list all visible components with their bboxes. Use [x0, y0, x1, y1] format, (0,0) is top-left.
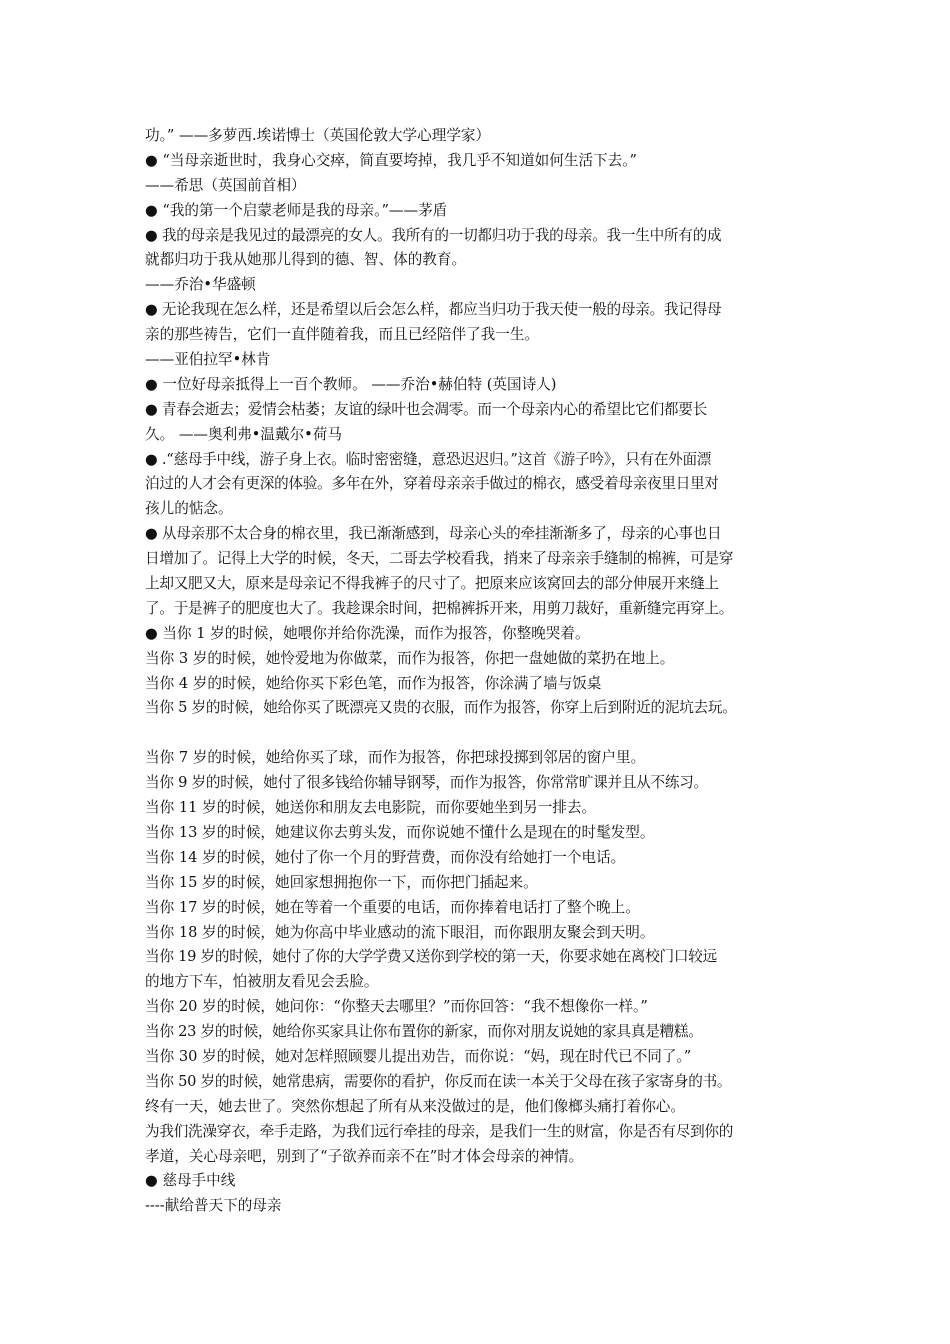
text-line: 为我们洗澡穿衣，牵手走路，为我们远行牵挂的母亲，是我们一生的财富，你是否有尽到你的	[145, 1122, 734, 1140]
text-line: ——乔治•华盛顿	[145, 276, 256, 294]
text-line: 当你 13 岁的时候，她建议你去剪头发，而你说她不懂什么是现在的时髦发型。	[145, 823, 655, 841]
text-line: 当你 50 岁的时候，她常患病，需要你的看护，你反而在读一本关于父母在孩子家寄身的书。	[145, 1072, 732, 1090]
text-line: 当你 18 岁的时候，她为你高中毕业感动的流下眼泪，而你跟朋友聚会到天明。	[145, 923, 655, 941]
text-line: ● .“慈母手中线，游子身上衣。临时密密缝，意恐迟迟归。”这首《游子吟》，只有在外面漂	[145, 450, 712, 468]
text-line: ● “我的第一个启蒙老师是我的母亲。”——茅盾	[145, 201, 448, 219]
text-line: 久。 ——奥利弗•温戴尔•荷马	[145, 425, 342, 443]
text-line: ● 从母亲那不太合身的棉衣里，我已渐渐感到，母亲心头的牵挂渐渐多了，母亲的心事也日	[145, 525, 722, 543]
document-body	[145, 124, 813, 1219]
text-line: 当你 17 岁的时候，她在等着一个重要的电话，而你捧着电话打了整个晚上。	[145, 898, 640, 916]
text-line: ● 无论我现在怎么样，还是希望以后会怎么样，都应当归功于我天使一般的母亲。我记得母	[145, 301, 722, 319]
text-line: 当你 7 岁的时候，她给你买了球，而作为报答，你把球投掷到邻居的窗户里。	[145, 749, 646, 767]
text-line: 当你 4 岁的时候，她给你买下彩色笔，而作为报答，你涂满了墙与饭桌	[145, 674, 602, 692]
text-line: ● 一位好母亲抵得上一百个教师。 ——乔治•赫伯特 (英国诗人)	[145, 375, 557, 393]
text-line: 上却又肥又大，原来是母亲记不得我裤子的尺寸了。把原来应该窝回去的部分伸展开来缝上	[145, 575, 719, 593]
text-line: 当你 30 岁的时候，她对怎样照顾婴儿提出劝告，而你说：“妈，现在时代已不同了。”	[145, 1047, 692, 1065]
text-line: 的地方下车，怕被朋友看见会丢脸。	[145, 973, 379, 991]
text-line: 孝道，关心母亲吧，别到了“子欲养而亲不在”时才体会母亲的神情。	[145, 1147, 584, 1165]
text-line: 孩儿的惦念。	[145, 500, 233, 518]
text-line: 当你 20 岁的时候，她问你：“你整天去哪里？”而你回答：“我不想像你一样。”	[145, 998, 648, 1016]
text-line: ----献给普天下的母亲	[145, 1197, 282, 1215]
text-line: 当你 3 岁的时候，她怜爱地为你做菜，而作为报答，你把一盘她做的菜扔在地上。	[145, 649, 675, 667]
text-line: 当你 5 岁的时候，她给你买了既漂亮又贵的衣服，而作为报答，你穿上后到附近的泥坑去玩。	[145, 699, 737, 717]
text-line: 当你 23 岁的时候，她给你买家具让你布置你的新家，而你对朋友说她的家具真是糟糕。	[145, 1023, 703, 1041]
text-line: 当你 14 岁的时候，她付了你一个月的野营费，而你没有给她打一个电话。	[145, 848, 626, 866]
text-line: ——希思（英国前首相）	[145, 176, 306, 194]
blank-line	[145, 721, 813, 746]
text-line: ● 慈母手中线	[145, 1172, 236, 1190]
text-line: ● 当你 1 岁的时候，她喂你并给你洗澡，而作为报答，你整晚哭着。	[145, 624, 590, 642]
text-line: 就都归功于我从她那儿得到的德、智、体的教育。	[145, 251, 467, 269]
text-line: 日增加了。记得上大学的时候，冬天，二哥去学校看我，捎来了母亲亲手缝制的棉裤，可是穿	[145, 550, 734, 568]
text-line: 了。于是裤子的肥度也大了。我趁课余时间，把棉裤拆开来，用剪刀裁好，重新缝完再穿上。	[145, 599, 734, 617]
text-line: ● “当母亲逝世时，我身心交瘁，简直要垮掉，我几乎不知道如何生活下去。”	[145, 151, 637, 169]
text-line: 当你 15 岁的时候，她回家想拥抱你一下，而你把门插起来。	[145, 873, 538, 891]
text-line: ● 我的母亲是我见过的最漂亮的女人。我所有的一切都归功于我的母亲。我一生中所有的成	[145, 226, 722, 244]
text-line: 泊过的人才会有更深的体验。多年在外，穿着母亲亲手做过的棉衣，感受着母亲夜里日里对	[145, 475, 719, 493]
text-line: 功。” ——多萝西.埃诺博士（英国伦敦大学心理学家）	[145, 127, 491, 144]
text-line: 亲的那些祷告，它们一直伴随着我，而且已经陪伴了我一生。	[145, 326, 540, 344]
text-line: ——亚伯拉罕•林肯	[145, 351, 271, 369]
text-line: 当你 9 岁的时候，她付了很多钱给你辅导钢琴，而作为报答，你常常旷课并且从不练习。	[145, 774, 708, 792]
text-line: 当你 11 岁的时候，她送你和朋友去电影院，而你要她坐到另一排去。	[145, 799, 597, 817]
text-line: 当你 19 岁的时候，她付了你的大学学费又送你到学校的第一天，你要求她在离校门口较远	[145, 948, 717, 966]
text-line: 终有一天，她去世了。突然你想起了所有从来没做过的是，他们像榔头痛打着你心。	[145, 1097, 685, 1115]
text-line: ● 青春会逝去；爱情会枯萎；友谊的绿叶也会凋零。而一个母亲内心的希望比它们都要长	[145, 400, 707, 418]
